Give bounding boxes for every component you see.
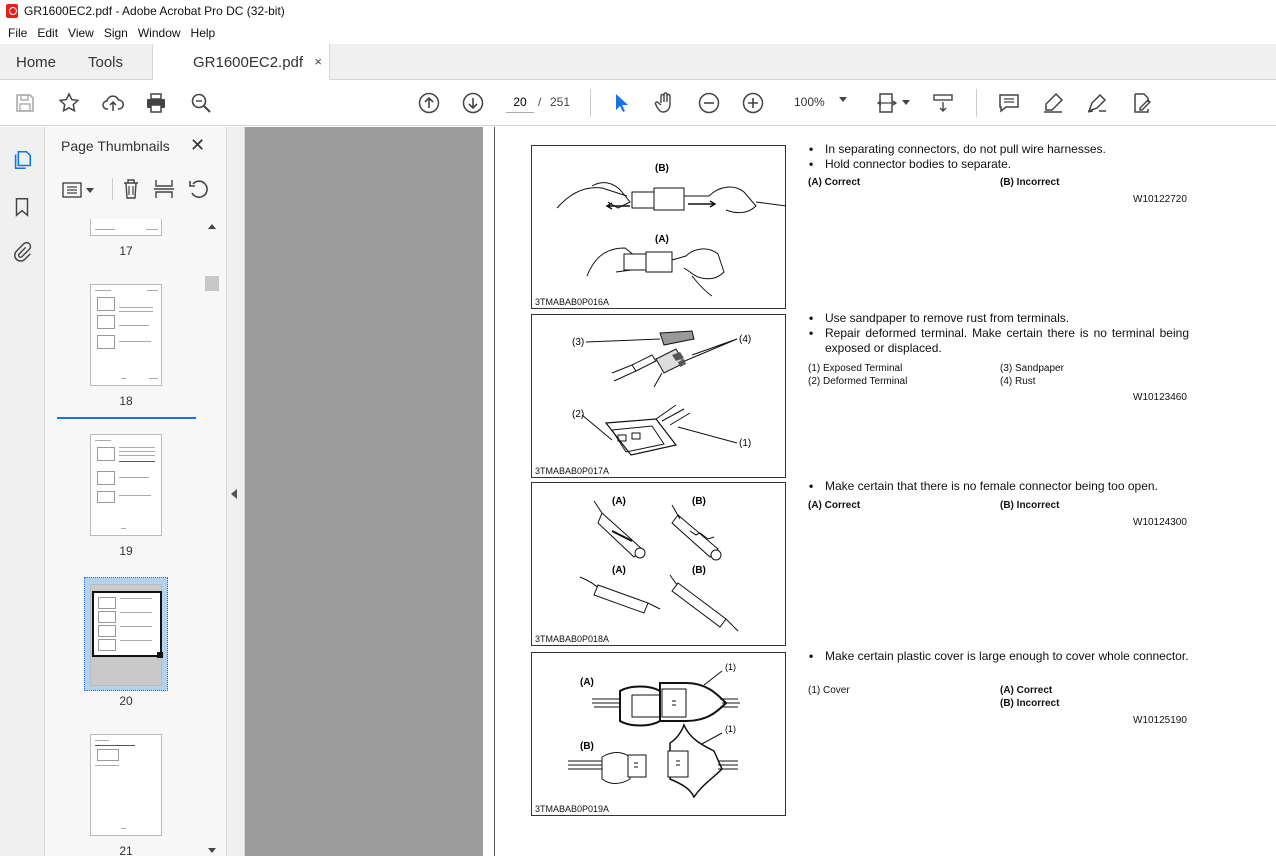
save-icon[interactable] — [12, 90, 38, 116]
thumbnail-label-17: 17 — [119, 244, 133, 258]
edit-pdf-icon[interactable] — [1128, 90, 1154, 116]
thumb-line — [149, 378, 158, 379]
figure-plastic-cover — [531, 652, 786, 816]
fig-label: (B) — [692, 565, 706, 576]
left-navigation-rail — [0, 127, 45, 856]
thumb-figure — [98, 625, 116, 637]
thumb-line — [119, 455, 155, 456]
attachment-icon[interactable] — [11, 241, 33, 263]
legend-incorrect: (B) Incorrect — [1000, 177, 1060, 188]
menu-edit[interactable]: Edit — [37, 26, 59, 40]
close-tab-icon[interactable]: × — [314, 54, 322, 69]
thumb-line — [95, 740, 109, 741]
page-thumbnail-18[interactable] — [90, 284, 162, 386]
thumb-line — [119, 311, 153, 312]
fig-label: (3) — [572, 337, 585, 348]
thumbnail-label-18: 18 — [119, 394, 133, 408]
legend-incorrect: (B) Incorrect — [1000, 698, 1060, 709]
bookmark-icon[interactable] — [11, 196, 33, 218]
scroll-down-icon[interactable] — [208, 848, 216, 853]
tab-document-label: GR1600EC2.pdf — [193, 54, 304, 71]
bullet-text: Hold connector bodies to separate. — [825, 157, 1012, 171]
thumb-line — [120, 626, 152, 627]
title-bar — [0, 0, 1276, 22]
bullet-item — [809, 157, 1189, 172]
thumb-figure — [97, 335, 115, 349]
chevron-down-icon[interactable] — [86, 188, 94, 193]
highlight-pen-icon[interactable] — [1040, 90, 1066, 116]
page-thumbnails-panel — [45, 127, 227, 856]
legend-item: (1) Cover — [808, 685, 850, 696]
fig-label: (B) — [580, 741, 594, 752]
fig-label: (A) — [612, 496, 626, 507]
previous-page-edge — [482, 127, 494, 856]
acrobat-app-icon — [6, 4, 18, 18]
chevron-down-icon[interactable] — [839, 97, 847, 102]
thumb-line — [120, 612, 152, 613]
legend-item: (2) Deformed Terminal — [808, 376, 908, 387]
bullet-text: In separating connectors, do not pull wire harnesses. — [825, 142, 1106, 156]
fig-label: (A) — [612, 565, 626, 576]
menu-view[interactable]: View — [68, 26, 94, 40]
figure-caption: 3TMABAB0P016A — [535, 297, 610, 307]
bullet-item — [809, 326, 1189, 356]
close-panel-icon[interactable]: ✕ — [190, 135, 206, 155]
delete-trash-icon[interactable] — [121, 178, 141, 200]
zoom-out-icon[interactable] — [696, 90, 722, 116]
bullet-text: Make certain plastic cover is large enough to cover whole connector. — [825, 649, 1189, 663]
page-fit-icon[interactable] — [874, 90, 900, 116]
menu-window[interactable]: Window — [137, 26, 181, 40]
figure-caption: 3TMABAB0P018A — [535, 634, 610, 644]
collapse-left-icon[interactable] — [231, 489, 237, 499]
scrolling-mode-icon[interactable] — [930, 90, 956, 116]
fig-label: (1) — [725, 724, 736, 734]
fig-label: (1) — [739, 438, 752, 449]
upload-cloud-icon[interactable] — [100, 90, 126, 116]
thumb-figure — [97, 447, 115, 461]
drop-indicator — [57, 417, 196, 419]
thumbnail-label-20: 20 — [119, 694, 133, 708]
thumb-figure — [97, 315, 115, 329]
previous-page-icon[interactable] — [416, 90, 442, 116]
thumb-line — [119, 341, 151, 342]
thumb-line — [147, 290, 158, 291]
thumb-line — [120, 640, 152, 641]
legend-item: (3) Sandpaper — [1000, 363, 1064, 374]
thumb-line — [95, 290, 111, 291]
thumb-line — [146, 229, 158, 230]
thumb-line — [95, 440, 111, 441]
insert-pages-icon[interactable] — [153, 178, 175, 200]
bullet-dot: • — [809, 649, 814, 663]
tab-bar — [0, 44, 1276, 80]
thumb-line — [95, 745, 135, 746]
thumb-figure — [97, 297, 115, 311]
resize-handle[interactable] — [157, 652, 163, 658]
legend-correct: (A) Correct — [1000, 685, 1053, 696]
section-code: W10125190 — [1133, 715, 1187, 726]
legend-correct: (A) Correct — [808, 177, 861, 188]
zoom-level-select[interactable]: 100% — [794, 95, 825, 109]
bullet-dot: • — [809, 479, 814, 493]
zoom-search-icon[interactable] — [188, 90, 214, 116]
toolbar-divider — [976, 89, 977, 117]
figure-caption: 3TMABAB0P017A — [535, 466, 610, 476]
bullet-dot: • — [809, 142, 814, 156]
thumb-line — [119, 477, 149, 478]
thumb-line — [121, 378, 126, 379]
bullet-dot: • — [809, 326, 814, 340]
bullet-text: Use sandpaper to remove rust from terminals. — [825, 311, 1070, 325]
comment-icon[interactable] — [996, 90, 1022, 116]
section-code: W10124300 — [1133, 517, 1187, 528]
panel-title: Page Thumbnails — [61, 138, 170, 154]
window-title: GR1600EC2.pdf - Adobe Acrobat Pro DC (32-bit) — [24, 4, 285, 18]
thumb-line — [95, 229, 115, 230]
toolbar-divider — [590, 89, 591, 117]
thumb-figure — [98, 597, 116, 609]
tab-document[interactable] — [152, 44, 330, 81]
thumb-figure — [97, 471, 115, 485]
fig-label: (1) — [725, 662, 736, 672]
panel-collapse-bar[interactable] — [227, 127, 245, 856]
tab-home[interactable]: Home — [16, 53, 57, 71]
star-bookmark-icon[interactable] — [56, 90, 82, 116]
thumb-figure — [98, 639, 116, 651]
menu-help[interactable]: Help — [190, 26, 216, 40]
thumbnails-scrollbar[interactable] — [205, 219, 219, 856]
hand-tool-icon[interactable] — [652, 90, 678, 116]
thumb-line — [119, 495, 151, 496]
page-number-input[interactable] — [506, 91, 534, 113]
thumbnail-options-icon[interactable] — [62, 181, 84, 199]
menu-sign[interactable]: Sign — [103, 26, 128, 40]
page-thumbnails-icon[interactable] — [11, 149, 33, 171]
fig-label: (B) — [692, 496, 706, 507]
fig-label: (4) — [739, 334, 752, 345]
sign-pen-icon[interactable] — [1084, 90, 1110, 116]
next-page-icon[interactable] — [460, 90, 486, 116]
print-icon[interactable] — [143, 90, 169, 116]
section-code: W10122720 — [1133, 194, 1187, 205]
thumbnail-label-19: 19 — [119, 544, 133, 558]
thumb-figure — [97, 491, 115, 503]
page-separator: / — [538, 95, 542, 109]
visible-area-box[interactable] — [92, 591, 162, 657]
legend-incorrect: (B) Incorrect — [1000, 500, 1060, 511]
thumb-figure — [98, 611, 116, 623]
page-thumbnail-17[interactable] — [90, 219, 162, 236]
thumb-figure — [97, 749, 119, 761]
thumb-line — [119, 447, 155, 448]
bullet-text: Repair deformed terminal. Make certain there is no terminal being exposed or displaced. — [825, 326, 1189, 355]
thumb-line — [119, 307, 153, 308]
figure-female-connector — [531, 482, 786, 646]
zoom-in-icon[interactable] — [740, 90, 766, 116]
thumb-line — [120, 598, 152, 599]
legend-correct: (A) Correct — [808, 500, 861, 511]
thumb-line — [95, 765, 119, 766]
bullet-item — [809, 479, 1189, 494]
select-cursor-icon[interactable] — [608, 90, 634, 116]
page-total: 251 — [550, 95, 571, 109]
page-thumbnail-19[interactable] — [90, 434, 162, 536]
bullet-item — [809, 649, 1189, 664]
bullet-dot: • — [809, 311, 814, 325]
page-thumbnail-21[interactable] — [90, 734, 162, 836]
scrollbar-thumb[interactable] — [205, 276, 219, 291]
fig-label: (A) — [655, 234, 669, 245]
bullet-item — [809, 142, 1189, 157]
thumb-line — [119, 461, 155, 462]
divider — [112, 178, 113, 200]
figure-disconnect-connectors — [531, 145, 786, 309]
bullet-text: Make certain that there is no female connector being too open. — [825, 479, 1158, 493]
figure-caption: 3TMABAB0P019A — [535, 804, 610, 814]
menu-file[interactable]: File — [8, 26, 28, 40]
rotate-icon[interactable] — [188, 178, 210, 200]
legend-item: (1) Exposed Terminal — [808, 363, 903, 374]
thumbnail-label-21: 21 — [119, 844, 133, 858]
bullet-dot: • — [809, 157, 814, 171]
tab-tools[interactable]: Tools — [88, 53, 124, 71]
legend-item: (4) Rust — [1000, 376, 1036, 387]
document-page[interactable] — [494, 127, 1276, 856]
chevron-down-icon[interactable] — [902, 100, 910, 105]
figure-terminal-repair — [531, 314, 786, 478]
thumbnail-tools — [45, 173, 227, 207]
menu-bar — [0, 22, 1276, 44]
scroll-up-icon[interactable] — [208, 224, 216, 229]
bullet-item — [809, 311, 1189, 326]
fig-label: (2) — [572, 409, 585, 420]
page-thumbnail-20[interactable] — [90, 584, 162, 686]
thumb-line — [121, 528, 126, 529]
fig-label: (A) — [580, 677, 594, 688]
document-background — [245, 127, 482, 856]
thumb-line — [121, 828, 126, 829]
fig-label: (B) — [655, 163, 669, 174]
thumb-line — [119, 451, 155, 452]
section-code: W10123460 — [1133, 392, 1187, 403]
thumb-line — [119, 325, 149, 326]
